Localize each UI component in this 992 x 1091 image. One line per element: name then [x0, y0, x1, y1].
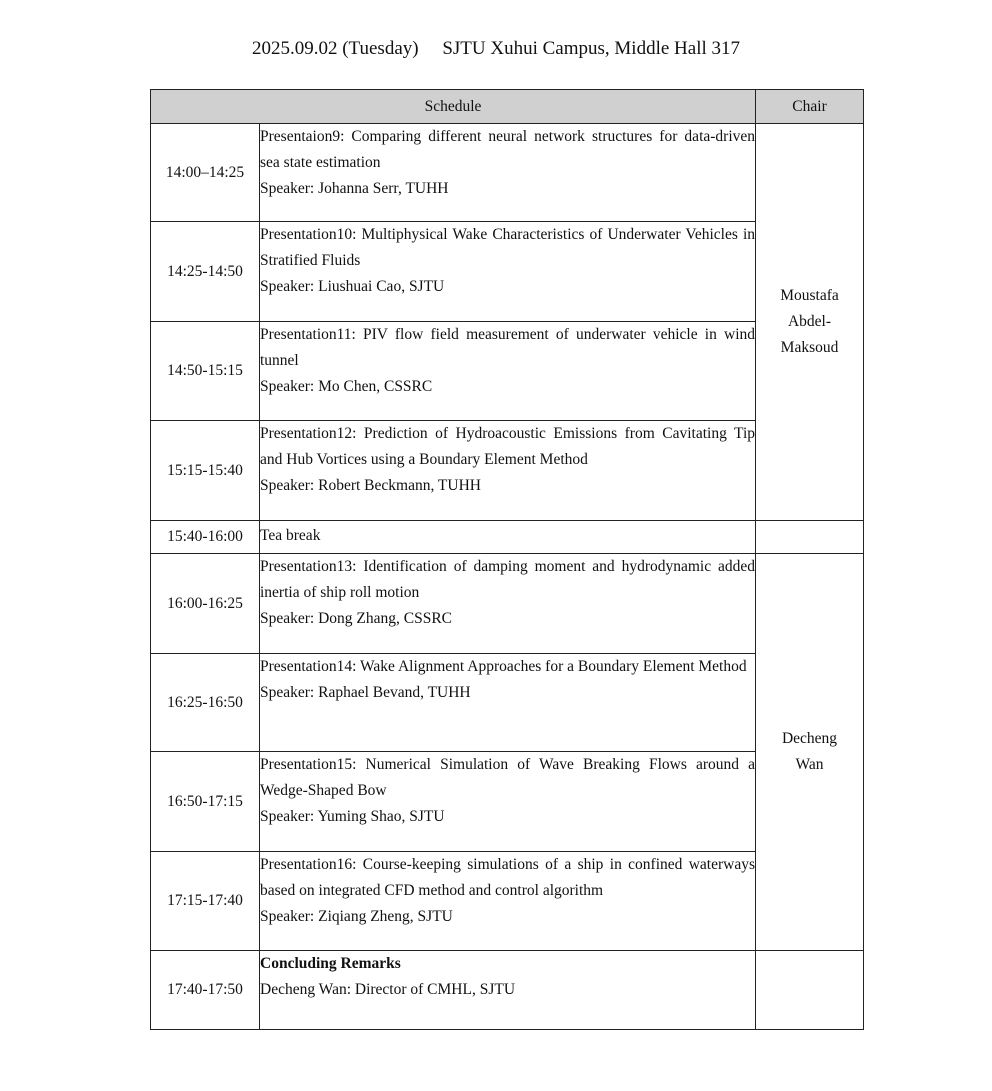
session-cell — [260, 124, 756, 222]
time-slot: 16:50-17:15 — [151, 752, 260, 852]
presentation-title: Presentation16: Course-keeping simulations of a ship in confined waterways based on integrated CFD method and control algorithm — [260, 856, 756, 899]
speaker-info: Speaker: Johanna Serr, TUHH — [260, 180, 449, 197]
speaker-info: Decheng Wan: Director of CMHL, SJTU — [260, 981, 516, 998]
chair-cell — [756, 554, 864, 951]
time-slot: 17:40-17:50 — [151, 951, 260, 1030]
table-row — [151, 951, 864, 1030]
chair-name-line: Decheng — [781, 730, 838, 747]
chair-column-header: Chair — [756, 90, 864, 124]
table-header-row — [151, 90, 864, 124]
time-slot: 14:50-15:15 — [151, 322, 260, 421]
session-venue: SJTU Xuhui Campus, Middle Hall 317 — [442, 38, 741, 59]
speaker-info: Speaker: Dong Zhang, CSSRC — [260, 610, 453, 627]
session-cell — [260, 654, 756, 752]
table-row — [151, 124, 864, 222]
table-row — [151, 554, 864, 654]
session-cell — [260, 752, 756, 852]
session-cell — [260, 951, 756, 1030]
schedule-column-header: Schedule — [151, 90, 756, 124]
session-cell — [260, 322, 756, 421]
session-cell — [260, 852, 756, 951]
presentation-title: Presentation10: Multiphysical Wake Characteristics of Underwater Vehicles in Stratified Fluids — [260, 226, 756, 269]
presentation-title: Presentation12: Prediction of Hydroacoustic Emissions from Cavitating Tip and Hub Vortices using a Boundary Element Method — [260, 425, 756, 468]
speaker-info: Speaker: Yuming Shao, SJTU — [260, 808, 445, 825]
session-date: 2025.09.02 (Tuesday) — [251, 38, 419, 59]
schedule-table — [150, 89, 864, 1030]
session-cell — [260, 421, 756, 521]
chair-name-line: Wan — [795, 756, 824, 773]
presentation-title: Presentation15: Numerical Simulation of Wave Breaking Flows around a Wedge-Shaped Bow — [260, 756, 756, 799]
speaker-info: Speaker: Mo Chen, CSSRC — [260, 378, 433, 395]
chair-cell — [756, 124, 864, 521]
concluding-remarks-title: Concluding Remarks — [260, 955, 401, 972]
time-slot: 15:40-16:00 — [151, 521, 260, 554]
speaker-info: Speaker: Ziqiang Zheng, SJTU — [260, 908, 453, 925]
chair-name-line: Maksoud — [780, 339, 839, 356]
session-cell — [260, 222, 756, 322]
break-label: Tea break — [260, 527, 321, 544]
time-slot: 14:25-14:50 — [151, 222, 260, 322]
time-slot: 16:25-16:50 — [151, 654, 260, 752]
time-slot: 15:15-15:40 — [151, 421, 260, 521]
time-slot: 16:00-16:25 — [151, 554, 260, 654]
time-slot: 17:15-17:40 — [151, 852, 260, 951]
speaker-info: Speaker: Raphael Bevand, TUHH — [260, 684, 471, 701]
presentation-title: Presentaion9: Comparing different neural network structures for data-driven sea state estimation — [260, 128, 756, 171]
speaker-info: Speaker: Liushuai Cao, SJTU — [260, 278, 445, 295]
presentation-title: Presentation13: Identification of damping moment and hydrodynamic added inertia of ship roll motion — [260, 558, 756, 601]
presentation-title: Presentation11: PIV flow field measurement of underwater vehicle in wind tunnel — [260, 326, 756, 369]
chair-cell-empty — [756, 521, 864, 554]
chair-cell-empty — [756, 951, 864, 1030]
page-title — [0, 38, 992, 60]
speaker-info: Speaker: Robert Beckmann, TUHH — [260, 477, 481, 494]
chair-name-line: Abdel- — [787, 313, 832, 330]
time-slot: 14:00–14:25 — [151, 124, 260, 222]
table-row — [151, 521, 864, 554]
session-cell — [260, 554, 756, 654]
presentation-title: Presentation14: Wake Alignment Approaches for a Boundary Element Method — [260, 658, 747, 675]
chair-name-line: Moustafa — [780, 287, 839, 304]
break-cell — [260, 521, 756, 554]
